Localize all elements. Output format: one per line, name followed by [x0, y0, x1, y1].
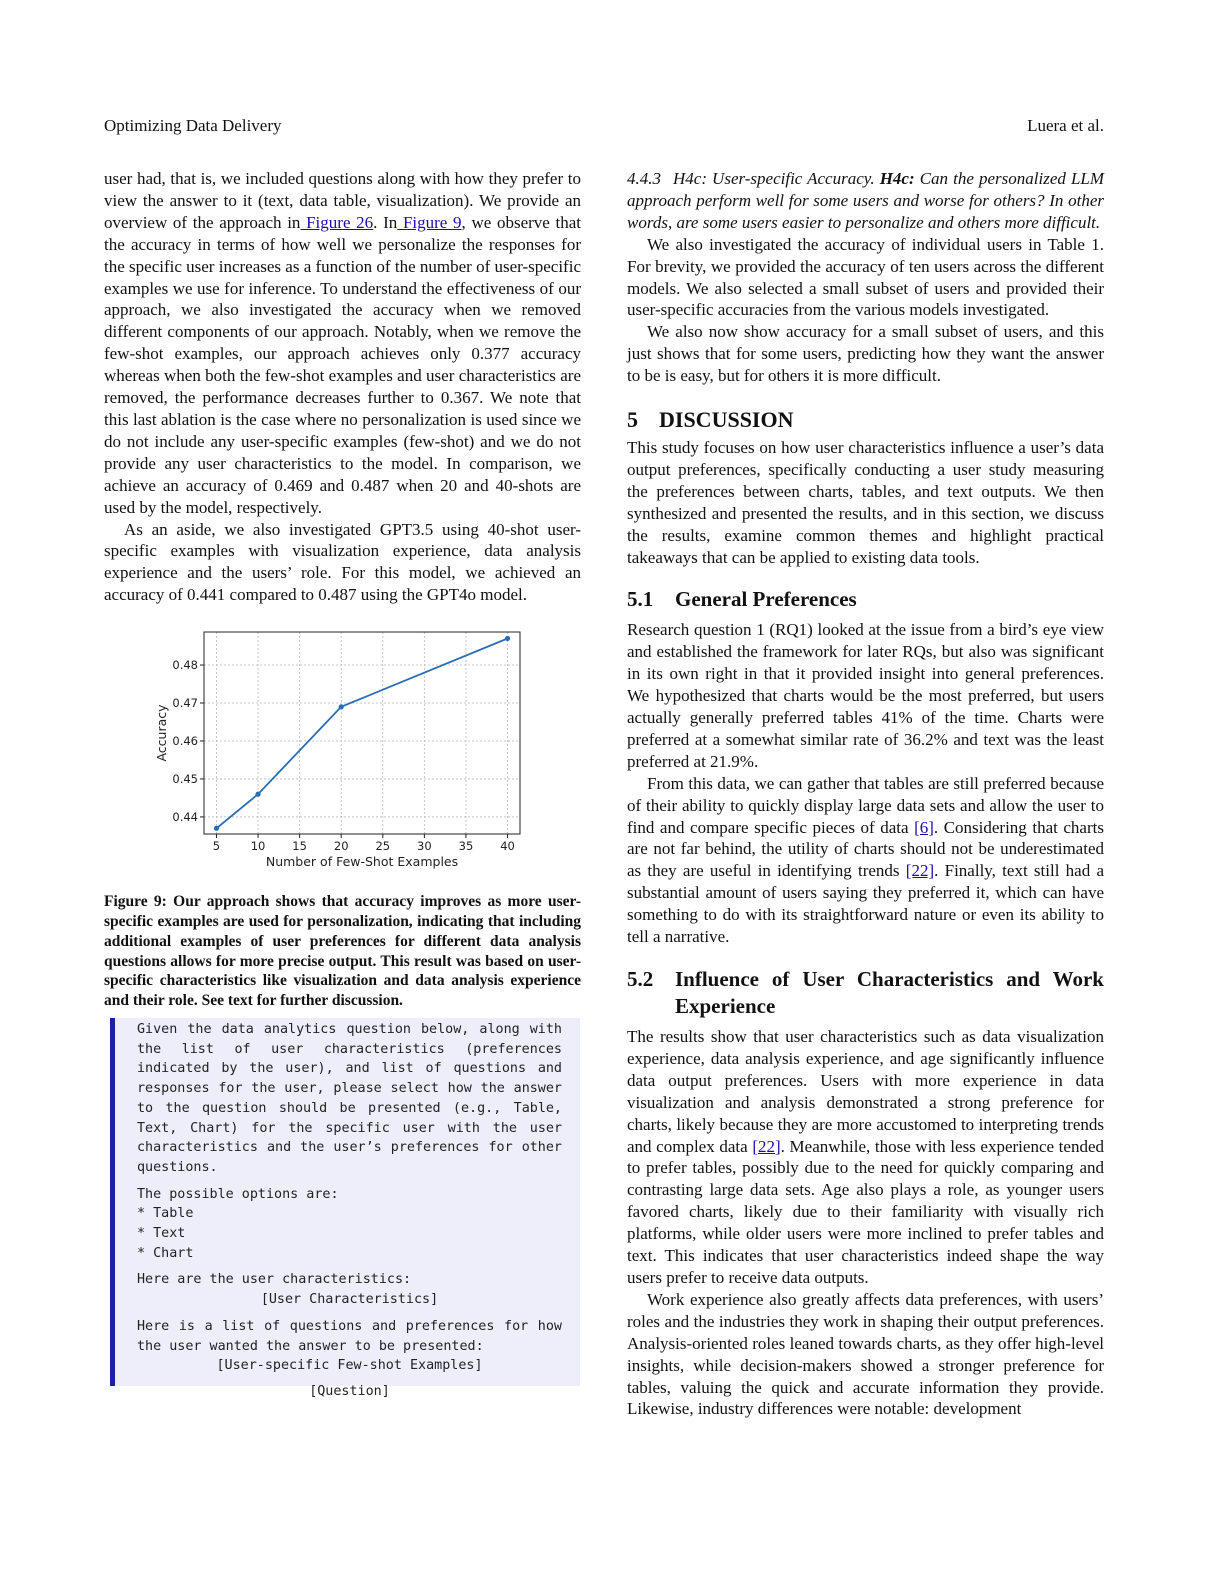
subsection-4-4-3	[627, 168, 1104, 234]
x-tick-label: 15	[292, 839, 307, 854]
prompt-option: * Table	[137, 1206, 194, 1222]
x-tick-label: 10	[250, 839, 266, 854]
section-title: Influence of User Characteristics and Work Experience	[675, 967, 1104, 1018]
text-span: The results show that user characteristics such as data visualization experience, data analysis experience, and age significantly influence data output preferences. Users with more experience in data visualization and analysis demonstrated a strong preference for charts, likely because they are more accustomed to interpreting trends and complex data	[627, 1027, 1104, 1156]
question-placeholder: [Question]	[309, 1383, 390, 1399]
section-5-2-heading	[627, 966, 1104, 1020]
x-tick-label: 40	[500, 839, 515, 854]
section-5-1-heading	[627, 586, 1104, 613]
figure-9-caption: Figure 9: Our approach shows that accuracy improves as more user-specific examples are used for personalization, indicating that including additional examples of user preferences for different data analysis questions allows for more precise output. This result was based on user-specific characteristics like visualization and data analysis experience and their role. See text for further discussion.	[104, 893, 581, 1010]
text-span: . In	[373, 212, 398, 232]
few-shot-placeholder: [User-specific Few-shot Examples]	[216, 1358, 483, 1374]
plot-frame	[204, 632, 520, 834]
user-characteristics-placeholder: [User Characteristics]	[260, 1292, 439, 1308]
section-number: 4.4.3	[627, 169, 661, 188]
paragraph	[627, 773, 1104, 948]
data-point	[255, 792, 260, 797]
paragraph	[627, 1026, 1104, 1289]
prompt-template-box	[110, 1018, 580, 1399]
y-tick-label: 0.46	[172, 734, 198, 749]
text-span: . Finally, text still had a substantial amount of users saying they preferred it, which can have something to do with its straightforward nature or even its ability to tell a narrative.	[627, 861, 1104, 947]
y-tick-label: 0.45	[172, 772, 198, 787]
section-number: 5.1	[627, 587, 654, 612]
x-axis-label: Number of Few-Shot Examples	[265, 854, 459, 870]
data-point	[505, 636, 510, 641]
left-column	[104, 168, 581, 1011]
text-span: user had, that is, we included questions along with how they prefer to view the answer to it (text, data table, visualization). We provide an overview of the approach in	[104, 169, 581, 232]
paragraph	[104, 168, 581, 519]
y-tick-label: 0.47	[172, 696, 198, 711]
y-tick-label: 0.44	[172, 810, 198, 825]
figure-9-chart	[104, 622, 581, 872]
y-tick-label: 0.48	[172, 658, 198, 673]
x-tick-label: 20	[333, 839, 349, 854]
accuracy-series-line	[217, 639, 508, 829]
figure-26-link[interactable]: Figure 26	[300, 212, 374, 232]
hypothesis-question: Can the personalized LLM approach perform well for some users and worse for others? In other words, are some users easier to personalize and others more difficult.	[627, 169, 1105, 232]
paragraph: Research question 1 (RQ1) looked at the issue from a bird’s eye view and established the framework for later RQs, but also was significant in its own right in that it provided insight into general preferences. We hypothesized that charts would be the most preferred, but users actually generally preferred tables 41% of the time. Charts were preferred at a somewhat similar rate of 36.2% and text was the least preferred at 21.9%.	[627, 620, 1104, 771]
running-header-title: Optimizing Data Delivery	[104, 116, 282, 135]
data-point	[214, 826, 219, 831]
paragraph: We also investigated the accuracy of individual users in Table 1. For brevity, we provided the accuracy of ten users across the different models. We also selected a small subset of users and provided their user-specific accuracies from the various models investigated.	[627, 234, 1104, 320]
prompt-intro: Given the data analytics question below, along with the list of user characteristics (preferences indicated by the user), and list of questions and responses for the user, please select how the answer to the question should be presented (e.g., Table, Text, Chart) for the specific user with the user characteristics and the user’s preferences for other questions.	[137, 1022, 562, 1175]
x-tick-label: 25	[375, 839, 391, 854]
x-tick-label: 5	[212, 839, 221, 854]
text-span: , we observe that the accuracy in terms of how well we personalize the responses for the specific user increases as a function of the number of user-specific examples we use for inference. To understand the effectiveness of our approach, we also investigated the accuracy when we removed different components of our approach. Notably, when we remove the few-shot examples, our approach achieves only 0.377 accuracy whereas when both the few-shot examples and user characteristics are removed, the performance decreases further to 0.367. We note that this last ablation is the case where no personalization is used since we do not include any user-specific examples (few-shot) and we do not provide any user characteristics to the model. In comparison, we achieve an accuracy of 0.469 and 0.487 when 20 and 40-shots are used by the model, respectively.	[104, 212, 581, 517]
data-point	[339, 704, 344, 709]
section-number: 5.2	[627, 967, 654, 991]
paragraph: This study focuses on how user characteristics influence a user’s data output preferences, specifically conducting a user study measuring the preferences between charts, tables, and text outputs. We then synthesized and presented the results, and in this section, we discuss the results, examine common themes and highlight practical takeaways that can be applied to existing data tools.	[627, 437, 1104, 567]
x-tick-label: 35	[458, 839, 474, 854]
text-span: . Considering that charts are not far behind, the utility of charts should not be underestimated as they are useful in identifying trends	[627, 817, 1104, 881]
prompt-option: * Chart	[137, 1245, 194, 1261]
citation-6-link[interactable]: [6]	[914, 817, 934, 837]
text-span: . Meanwhile, those with less experience tended to prefer tables, possibly due to the need for quickly comparing and contrasting large data sets. Age also plays a role, as younger users favored charts, likely due to their familiarity with visually rich platforms, while older users were more inclined to prefer tables and text. This indicates that user characteristics indeed shape the way users prefer to receive data outputs.	[627, 1136, 1104, 1287]
figure-9-link[interactable]: Figure 9	[397, 212, 462, 232]
prompt-options-title: The possible options are:	[137, 1186, 339, 1202]
prompt-list-title: Here is a list of questions and preferences for how the user wanted the answer to be presented:	[137, 1318, 562, 1354]
paragraph: Work experience also greatly affects data preferences, with users’ roles and the industries they work in shaping their output preferences. Analysis-oriented roles leaned towards charts, as they offer high-level insights, while decision-makers showed a stronger preference for tables, valuing the quick and accurate information they provide. Likewise, industry differences were notable: development	[627, 1289, 1104, 1419]
paragraph: We also now show accuracy for a small subset of users, and this just shows that for some users, predicting how they want the answer to be is easy, but for others it is more difficult.	[627, 322, 1104, 386]
subsection-title: H4c: User-specific Accuracy.	[673, 169, 875, 188]
chart-ticks	[172, 658, 514, 853]
prompt-option: * Text	[137, 1226, 186, 1242]
right-column	[627, 168, 1104, 1420]
chart-grid	[204, 632, 520, 834]
prompt-characteristics-title: Here are the user characteristics:	[137, 1272, 412, 1288]
section-title: General Preferences	[675, 587, 857, 612]
accuracy-line-chart	[104, 622, 581, 872]
section-title: DISCUSSION	[659, 407, 794, 433]
paragraph: As an aside, we also investigated GPT3.5 using 40-shot user-specific examples with visualization experience, data analysis experience and the users’ role. For this model, we achieved an accuracy of 0.441 compared to 0.487 using the GPT4o model.	[104, 519, 581, 605]
y-axis-label: Accuracy	[154, 704, 169, 762]
section-number: 5	[627, 407, 638, 433]
running-header-authors: Luera et al.	[1027, 116, 1104, 135]
citation-22-link[interactable]: [22]	[905, 861, 935, 881]
citation-22-link[interactable]: [22]	[752, 1136, 781, 1156]
x-tick-label: 30	[417, 839, 432, 854]
hypothesis-label: H4c:	[879, 169, 915, 188]
section-5-heading	[627, 409, 1104, 431]
text-span: From this data, we can gather that tables are still preferred because of their ability to quickly display large data sets and allow the user to find and compare specific pieces of data	[627, 773, 1104, 837]
